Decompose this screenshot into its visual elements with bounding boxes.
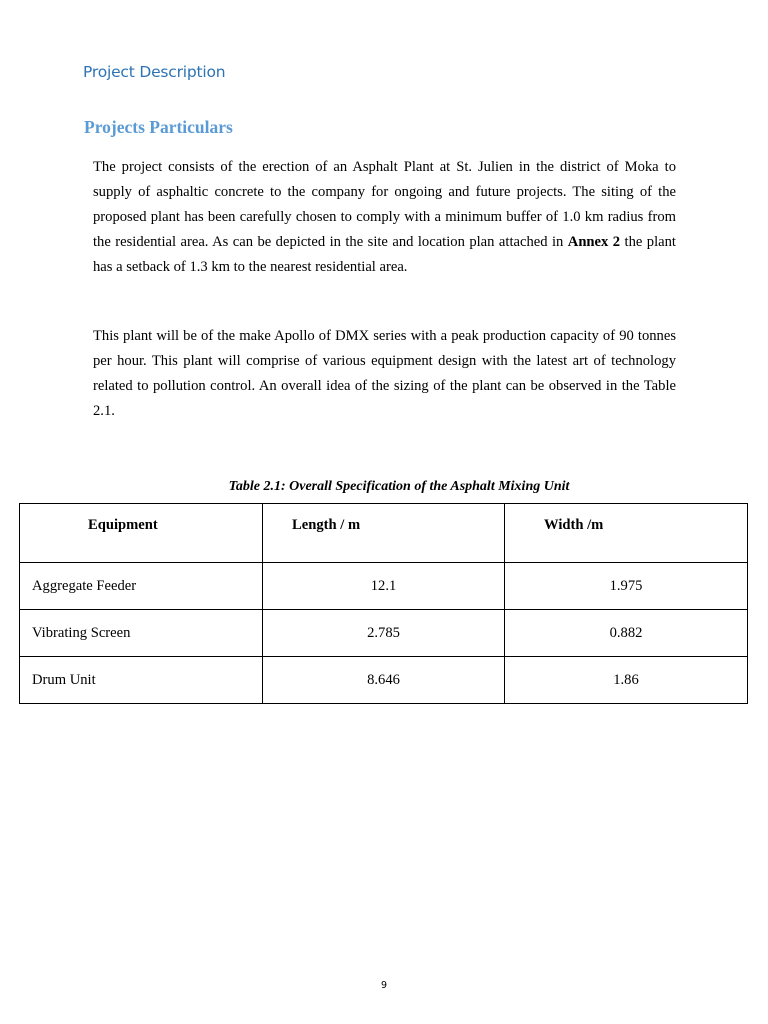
table-row [20,610,748,657]
width-cell: 0.882 [505,610,748,657]
column-header-width: Width /m [505,504,748,563]
paragraph-text: The project consists of the erection of an Asphalt Plant at St. Julien in the district of Moka to supply of asphaltic concrete to the company for ongoing and future projects. The siting of the proposed plant has been carefully chosen to comply with a minimum buffer of 1.0 km radius from the residential area. As can be depicted in the site and location plan attached in [93,159,676,250]
equipment-cell: Aggregate Feeder [20,563,263,610]
width-cell: 1.86 [505,657,748,704]
table-header-row [20,504,748,563]
length-cell: 2.785 [263,610,505,657]
table-caption: Table 2.1: Overall Specification of the Asphalt Mixing Unit [228,479,570,494]
page-number: 9 [380,980,388,991]
paragraph-plant-details: This plant will be of the make Apollo of DMX series with a peak production capacity of 90 tonnes per hour. This plant will comprise of various equipment design with the latest art of technology related to pollution control. An overall idea of the sizing of the plant can be observed in the Table 2.1. [93,328,676,419]
equipment-cell: Drum Unit [20,657,263,704]
annex-reference: Annex 2 [567,234,621,250]
paragraph-text: the plant has a setback of 1.3 km to the nearest residential area. [93,234,676,275]
width-cell: 1.975 [505,563,748,610]
table-row [20,563,748,610]
length-cell: 8.646 [263,657,505,704]
paragraph-project-overview [93,155,676,280]
column-header-equipment: Equipment [20,504,263,563]
column-header-length: Length / m [263,504,505,563]
specification-table [19,503,748,704]
table-row [20,657,748,704]
length-cell: 12.1 [263,563,505,610]
section-heading: Project Description [83,63,226,81]
subsection-heading: Projects Particulars [84,117,233,137]
equipment-cell: Vibrating Screen [20,610,263,657]
